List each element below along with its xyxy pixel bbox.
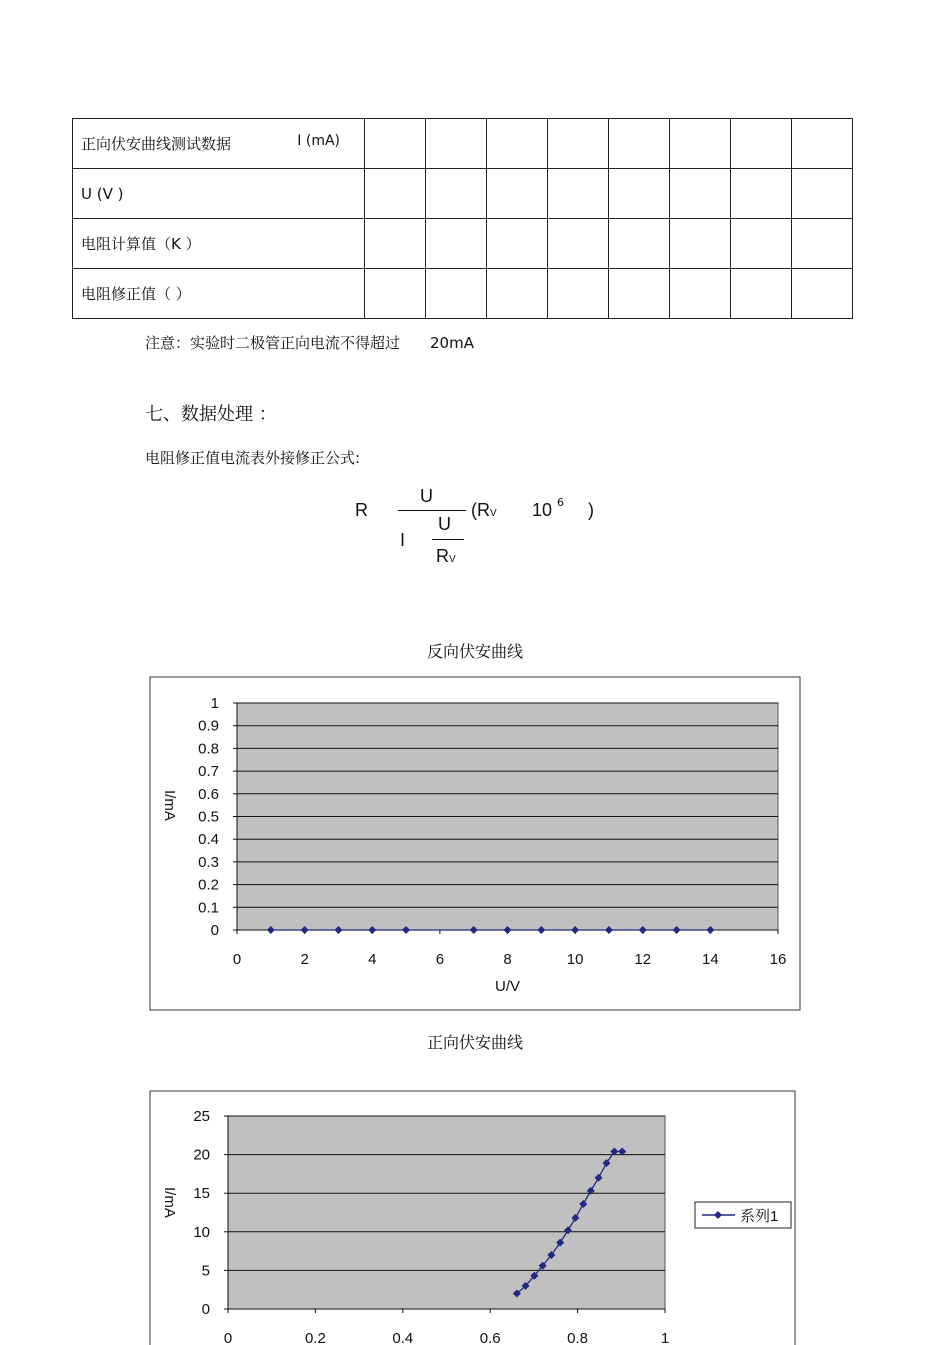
x-tick-label: 16 <box>769 951 787 968</box>
y-tick-label: 15 <box>193 1185 210 1203</box>
x-tick-label: 6 <box>435 951 445 968</box>
section-title: 七、数据处理 ： <box>145 404 277 425</box>
formula-label: 电阻修正值电流表外接修正公式: <box>145 449 361 467</box>
x-tick-label: 8 <box>503 951 512 968</box>
x-tick-label: 0.6 <box>479 1330 501 1345</box>
row-unit: I (mA) <box>297 133 340 149</box>
formula-inner-U: U <box>438 514 451 534</box>
y-tick-label: 0.4 <box>198 831 219 849</box>
y-tick-label: 0.6 <box>198 785 219 803</box>
formula-paren-close: ) <box>588 500 594 520</box>
legend-label: 系列1 <box>740 1208 779 1225</box>
x-tick-label: 0.2 <box>304 1330 326 1345</box>
y-tick-label: 0 <box>210 922 219 939</box>
forward-chart-title: 正向伏安曲线 <box>426 1033 523 1052</box>
formula-R: R <box>355 500 368 520</box>
x-tick-label: 10 <box>566 951 584 968</box>
formula-exponent: 6 <box>557 496 564 509</box>
x-tick-label: 0.4 <box>392 1330 414 1345</box>
y-tick-label: 0.5 <box>198 808 219 826</box>
y-tick-label: 0.2 <box>198 876 219 894</box>
row-label: 电阻修正值（ ） <box>81 285 191 303</box>
formula-I: I <box>400 530 406 550</box>
y-tick-label: 0.8 <box>198 740 219 758</box>
y-tick-label: 25 <box>193 1108 210 1125</box>
x-tick-label: 2 <box>300 951 309 968</box>
formula-numerator-U: U <box>420 486 433 506</box>
x-tick-label: 14 <box>702 951 719 968</box>
x-tick-label: 1 <box>660 1330 670 1345</box>
x-tick-label: 4 <box>368 951 377 968</box>
note-label: 注意：实验时二极管正向电流不得超过 <box>145 334 401 352</box>
y-tick-label: 10 <box>193 1223 210 1241</box>
x-tick-label: 0 <box>223 1330 233 1345</box>
plot-area <box>228 1116 665 1309</box>
formula-Rv: RV <box>436 546 456 566</box>
y-tick-label: 0.3 <box>198 853 219 871</box>
row-label: U (V ) <box>81 184 124 203</box>
row-label: 正向伏安曲线测试数据 <box>81 135 232 153</box>
reverse-chart-title: 反向伏安曲线 <box>426 642 523 661</box>
y-tick-label: 0.7 <box>198 763 219 781</box>
y-axis-label: I/mA <box>161 790 178 821</box>
row-label: 电阻计算值（K ） <box>81 235 201 253</box>
x-tick-label: 0.8 <box>567 1330 589 1345</box>
y-tick-label: 0 <box>201 1301 210 1318</box>
note-value: 20mA <box>430 334 474 352</box>
formula-paren-Rv: (RV <box>471 500 497 520</box>
y-tick-label: 1 <box>210 695 219 712</box>
formula-ten: 10 <box>532 500 553 520</box>
y-tick-label: 0.9 <box>198 717 219 735</box>
y-axis-label: I/mA <box>161 1187 178 1218</box>
x-tick-label: 12 <box>634 951 652 968</box>
y-tick-label: 0.1 <box>198 899 219 917</box>
x-tick-label: 0 <box>232 951 242 968</box>
x-axis-label: U/V <box>494 978 521 995</box>
y-tick-label: 20 <box>193 1146 210 1164</box>
y-tick-label: 5 <box>201 1262 210 1280</box>
